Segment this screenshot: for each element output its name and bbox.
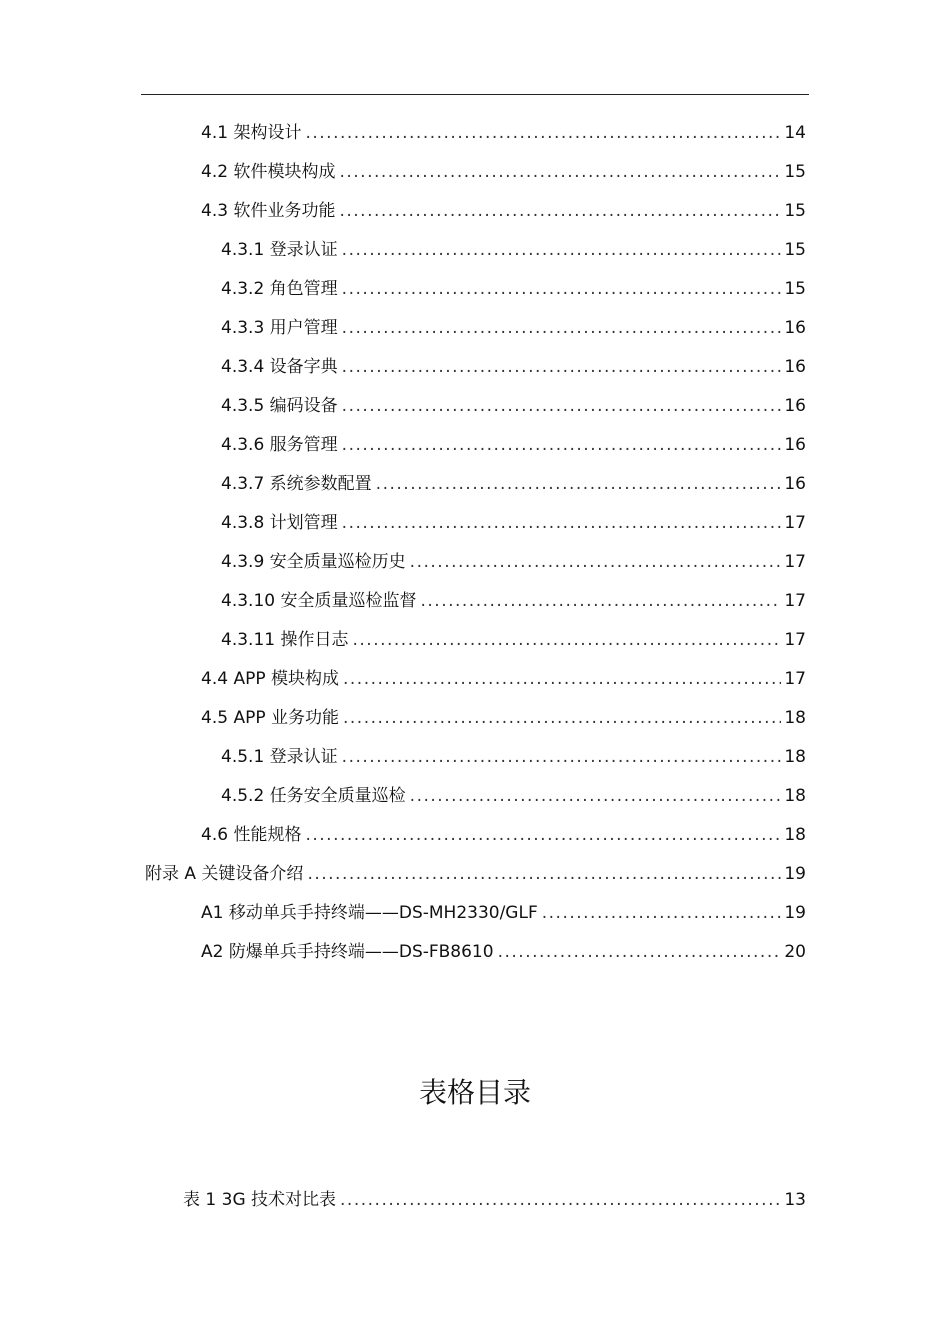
toc-entry[interactable] — [221, 549, 806, 575]
toc-entry-label: 4.3.9 安全质量巡检历史 — [221, 552, 406, 572]
toc-entry-page: 15 — [784, 162, 806, 182]
toc-leader-dots — [410, 783, 782, 809]
toc-entry[interactable] — [201, 198, 806, 224]
toc-entry-label: 4.5 APP 业务功能 — [201, 708, 339, 728]
toc-leader-dots — [339, 159, 781, 185]
table-entry-label: 表 1 3G 技术对比表 — [183, 1190, 337, 1210]
toc-leader-dots — [352, 627, 781, 653]
toc-entry-page: 14 — [784, 123, 806, 143]
toc-entry-label: 4.3.7 系统参数配置 — [221, 474, 372, 494]
toc-entry-label: 4.3.4 设备字典 — [221, 357, 338, 377]
toc-entry[interactable] — [221, 588, 806, 614]
toc-entry-label: 附录 A 关键设备介绍 — [145, 864, 304, 884]
toc-entry[interactable] — [201, 159, 806, 185]
toc-entry[interactable] — [221, 627, 806, 653]
toc-leader-dots — [342, 354, 782, 380]
toc-entry[interactable] — [221, 510, 806, 536]
toc-leader-dots — [342, 744, 782, 770]
toc-entry-label: 4.3.8 计划管理 — [221, 513, 338, 533]
toc-leader-dots — [376, 471, 782, 497]
toc-leader-dots — [343, 666, 781, 692]
toc-entry-page: 18 — [784, 786, 806, 806]
toc-leader-dots — [343, 705, 781, 731]
toc-entry-page: 17 — [784, 669, 806, 689]
toc-entry[interactable] — [201, 900, 806, 926]
toc-entry-label: 4.3.5 编码设备 — [221, 396, 338, 416]
toc-leader-dots — [498, 939, 782, 965]
toc-entry-page: 18 — [784, 747, 806, 767]
toc-leader-dots — [305, 120, 781, 146]
toc-entry-page: 17 — [784, 513, 806, 533]
toc-entry-label: 4.5.2 任务安全质量巡检 — [221, 786, 406, 806]
toc-leader-dots — [342, 276, 782, 302]
toc-entry-page: 17 — [784, 630, 806, 650]
header-rule — [141, 94, 809, 95]
toc-leader-dots — [342, 393, 782, 419]
toc-entry-page: 16 — [784, 474, 806, 494]
toc-leader-dots — [307, 861, 781, 887]
toc-entry-label: 4.3.2 角色管理 — [221, 279, 338, 299]
toc-entry-page: 17 — [784, 552, 806, 572]
toc-entry-page: 19 — [784, 903, 806, 923]
toc-entry-label: A1 移动单兵手持终端——DS-MH2330/GLF — [201, 903, 538, 923]
toc-entry-label: 4.3 软件业务功能 — [201, 201, 336, 221]
toc-entry-label: 4.3.11 操作日志 — [221, 630, 349, 650]
toc-entry[interactable] — [221, 237, 806, 263]
toc-entry-label: A2 防爆单兵手持终端——DS-FB8610 — [201, 942, 494, 962]
toc-entry-label: 4.5.1 登录认证 — [221, 747, 338, 767]
toc-leader-dots — [340, 1187, 781, 1213]
toc-entry-label: 4.2 软件模块构成 — [201, 162, 336, 182]
toc-leader-dots — [342, 510, 782, 536]
toc-leader-dots — [542, 900, 782, 926]
toc-entry-page: 18 — [784, 708, 806, 728]
toc-entry-label: 4.3.6 服务管理 — [221, 435, 338, 455]
toc-entry-page: 16 — [784, 357, 806, 377]
toc-entry[interactable] — [201, 120, 806, 146]
toc-entry[interactable] — [201, 939, 806, 965]
toc-leader-dots — [342, 237, 782, 263]
toc-entry[interactable] — [221, 783, 806, 809]
toc-entry-label: 4.3.3 用户管理 — [221, 318, 338, 338]
toc-entry-page: 15 — [784, 279, 806, 299]
toc-entry-label: 4.1 架构设计 — [201, 123, 302, 143]
toc-entry[interactable] — [221, 744, 806, 770]
toc-entry[interactable] — [221, 471, 806, 497]
toc-entry[interactable] — [221, 393, 806, 419]
toc-entry-page: 18 — [784, 825, 806, 845]
toc-leader-dots — [305, 822, 781, 848]
toc-entry-page: 16 — [784, 396, 806, 416]
toc-leader-dots — [339, 198, 781, 224]
toc-entry[interactable] — [221, 432, 806, 458]
table-list-heading: 表格目录 — [418, 1076, 531, 1109]
toc-entry-label: 4.3.1 登录认证 — [221, 240, 338, 260]
toc-entry-label: 4.6 性能规格 — [201, 825, 302, 845]
toc-entry-page: 15 — [784, 240, 806, 260]
table-list-entry[interactable] — [183, 1187, 806, 1213]
toc-entry[interactable] — [201, 666, 806, 692]
toc-entry-page: 16 — [784, 435, 806, 455]
toc-entry-page: 17 — [784, 591, 806, 611]
toc-leader-dots — [342, 432, 782, 458]
toc-entry-page: 15 — [784, 201, 806, 221]
table-entry-page: 13 — [784, 1190, 806, 1210]
toc-entry[interactable] — [221, 276, 806, 302]
toc-entry-label: 4.3.10 安全质量巡检监督 — [221, 591, 417, 611]
toc-entry[interactable] — [201, 705, 806, 731]
toc-entry-page: 20 — [784, 942, 806, 962]
toc-leader-dots — [410, 549, 782, 575]
toc-entry-page: 19 — [784, 864, 806, 884]
toc-entry[interactable] — [221, 315, 806, 341]
toc-entry-page: 16 — [784, 318, 806, 338]
toc-entry[interactable] — [145, 861, 806, 887]
toc-entry[interactable] — [201, 822, 806, 848]
toc-entry[interactable] — [221, 354, 806, 380]
toc-leader-dots — [420, 588, 781, 614]
toc-entry-label: 4.4 APP 模块构成 — [201, 669, 339, 689]
toc-leader-dots — [342, 315, 782, 341]
